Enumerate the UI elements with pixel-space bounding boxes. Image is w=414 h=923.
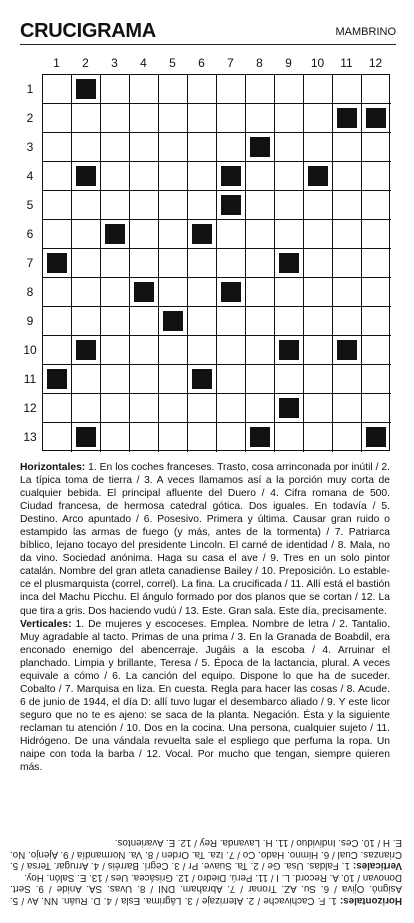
white-cell[interactable] xyxy=(159,133,188,162)
black-square xyxy=(250,137,270,157)
white-cell[interactable] xyxy=(333,307,362,336)
white-cell[interactable] xyxy=(188,336,217,365)
white-cell[interactable] xyxy=(275,162,304,191)
white-cell[interactable] xyxy=(101,394,130,423)
white-cell[interactable] xyxy=(246,307,275,336)
black-square xyxy=(279,398,299,418)
white-cell[interactable] xyxy=(101,365,130,394)
white-cell[interactable] xyxy=(130,75,159,104)
white-cell[interactable] xyxy=(130,249,159,278)
black-cell xyxy=(72,336,101,365)
white-cell[interactable] xyxy=(72,249,101,278)
white-cell[interactable] xyxy=(217,365,246,394)
white-cell[interactable] xyxy=(130,191,159,220)
white-cell[interactable] xyxy=(333,394,362,423)
white-cell[interactable] xyxy=(304,75,333,104)
black-cell xyxy=(43,249,72,278)
vertical-solutions-label: Verticales: xyxy=(352,860,402,872)
white-cell[interactable] xyxy=(333,75,362,104)
white-cell[interactable] xyxy=(188,307,217,336)
row-number: 6 xyxy=(26,226,34,241)
white-cell[interactable] xyxy=(188,104,217,133)
vertical-clues xyxy=(20,618,390,775)
white-cell[interactable] xyxy=(130,104,159,133)
row-number: 13 xyxy=(23,429,37,444)
white-cell[interactable] xyxy=(101,307,130,336)
white-cell[interactable] xyxy=(130,336,159,365)
black-cell xyxy=(217,191,246,220)
white-cell[interactable] xyxy=(72,133,101,162)
white-cell[interactable] xyxy=(159,162,188,191)
white-cell[interactable] xyxy=(159,249,188,278)
white-cell[interactable] xyxy=(246,75,275,104)
white-cell[interactable] xyxy=(130,133,159,162)
white-cell[interactable] xyxy=(188,423,217,452)
white-cell[interactable] xyxy=(159,423,188,452)
black-square xyxy=(192,224,212,244)
white-cell[interactable] xyxy=(304,336,333,365)
white-cell[interactable] xyxy=(217,220,246,249)
white-cell[interactable] xyxy=(275,423,304,452)
white-cell[interactable] xyxy=(130,365,159,394)
white-cell[interactable] xyxy=(43,104,72,133)
white-cell[interactable] xyxy=(275,307,304,336)
white-cell[interactable] xyxy=(362,365,391,394)
white-cell[interactable] xyxy=(188,162,217,191)
black-cell xyxy=(72,423,101,452)
white-cell[interactable] xyxy=(43,423,72,452)
white-cell[interactable] xyxy=(275,133,304,162)
black-cell xyxy=(333,104,362,133)
white-cell[interactable] xyxy=(333,133,362,162)
white-cell[interactable] xyxy=(43,394,72,423)
white-cell[interactable] xyxy=(188,133,217,162)
white-cell[interactable] xyxy=(362,249,391,278)
white-cell[interactable] xyxy=(72,104,101,133)
white-cell[interactable] xyxy=(101,336,130,365)
row-number: 5 xyxy=(26,197,34,212)
black-cell xyxy=(275,336,304,365)
black-square xyxy=(76,79,96,99)
black-cell xyxy=(362,104,391,133)
white-cell[interactable] xyxy=(101,75,130,104)
column-number: 7 xyxy=(227,56,234,70)
white-cell[interactable] xyxy=(101,423,130,452)
white-cell[interactable] xyxy=(304,191,333,220)
black-square xyxy=(366,108,386,128)
white-cell[interactable] xyxy=(304,307,333,336)
white-cell[interactable] xyxy=(304,220,333,249)
black-cell xyxy=(333,336,362,365)
white-cell[interactable] xyxy=(333,162,362,191)
white-cell[interactable] xyxy=(130,220,159,249)
white-cell[interactable] xyxy=(130,423,159,452)
white-cell[interactable] xyxy=(333,191,362,220)
white-cell[interactable] xyxy=(43,162,72,191)
black-square xyxy=(192,369,212,389)
white-cell[interactable] xyxy=(101,104,130,133)
black-cell xyxy=(246,423,275,452)
column-number: 8 xyxy=(256,56,263,70)
column-number: 9 xyxy=(285,56,292,70)
white-cell[interactable] xyxy=(43,75,72,104)
row-number: 9 xyxy=(26,313,34,328)
black-square xyxy=(163,311,183,331)
black-cell xyxy=(159,307,188,336)
column-number: 12 xyxy=(368,56,383,70)
white-cell[interactable] xyxy=(362,133,391,162)
white-cell[interactable] xyxy=(275,104,304,133)
black-square xyxy=(47,253,67,273)
row-number: 8 xyxy=(26,284,34,299)
white-cell[interactable] xyxy=(72,220,101,249)
white-cell[interactable] xyxy=(217,133,246,162)
white-cell[interactable] xyxy=(217,394,246,423)
white-cell[interactable] xyxy=(246,278,275,307)
black-cell xyxy=(217,162,246,191)
column-number: 4 xyxy=(140,56,147,70)
column-number: 6 xyxy=(198,56,205,70)
crossword-author: MAMBRINO xyxy=(335,26,396,38)
column-number: 5 xyxy=(169,56,176,70)
white-cell[interactable] xyxy=(362,336,391,365)
black-square xyxy=(221,195,241,215)
crossword-header xyxy=(20,20,396,45)
black-cell xyxy=(43,365,72,394)
white-cell[interactable] xyxy=(246,104,275,133)
black-cell xyxy=(275,249,304,278)
column-number: 1 xyxy=(53,56,60,70)
white-cell[interactable] xyxy=(246,220,275,249)
white-cell[interactable] xyxy=(362,191,391,220)
white-cell[interactable] xyxy=(43,133,72,162)
white-cell[interactable] xyxy=(43,191,72,220)
white-cell[interactable] xyxy=(362,75,391,104)
column-number: 10 xyxy=(310,56,325,70)
white-cell[interactable] xyxy=(246,336,275,365)
black-square xyxy=(76,427,96,447)
black-square xyxy=(279,340,299,360)
crossword-grid xyxy=(42,74,390,451)
white-cell[interactable] xyxy=(159,336,188,365)
black-square xyxy=(134,282,154,302)
row-number: 7 xyxy=(26,255,34,270)
white-cell[interactable] xyxy=(304,249,333,278)
white-cell[interactable] xyxy=(159,75,188,104)
white-cell[interactable] xyxy=(217,75,246,104)
white-cell[interactable] xyxy=(217,249,246,278)
vertical-clues-label: Verticales: xyxy=(20,618,72,630)
white-cell[interactable] xyxy=(159,104,188,133)
white-cell[interactable] xyxy=(101,249,130,278)
white-cell[interactable] xyxy=(72,365,101,394)
white-cell[interactable] xyxy=(159,191,188,220)
black-square xyxy=(308,166,328,186)
black-cell xyxy=(275,394,304,423)
white-cell[interactable] xyxy=(333,220,362,249)
white-cell[interactable] xyxy=(275,278,304,307)
horizontal-solutions xyxy=(10,871,402,906)
white-cell[interactable] xyxy=(217,336,246,365)
white-cell[interactable] xyxy=(275,191,304,220)
horizontal-clues-label: Horizontales: xyxy=(20,462,86,473)
vertical-clues-text: 1. De mujeres y escoceses. Emplea. Nombre de letra / 2. Tantalio. Muy agradable al tacto. Primas de una prima / 3. En la Granada de Boabdil, era enconado enemigo del abencerraje. Jugáis a la escoba / 4. Arruinar el planchado. Limpia y brillante, Teresa / 5. Época de la lactancia, plural. A veces equivale a cómo / 6. La canción del equipo. Dispone lo que ha de suceder. Cobalto / 7. Marquisa en liza. En cuesta. Regla para hacer las cosas / 8. Acude. 6 de junio de 1944, el día D: allí tuvo lugar el desembarco aliado / 9. Y este licor seguro que no te es ajeno: se saca de la planta. Negación. Ésta y la siguiente reclaman tu atención / 10. Dos en la cocina. Una persona, cualquier sujeto / 11. Hidrógeno. De una vándala revuelta sale el espliego que perfuma la ropa. Un naipe con toda la barba / 12. Vocal. Por mucho que tengan, siempre quieren más. xyxy=(20,618,390,774)
clues-section xyxy=(20,461,390,774)
white-cell[interactable] xyxy=(43,278,72,307)
black-cell xyxy=(304,162,333,191)
white-cell[interactable] xyxy=(159,220,188,249)
row-number: 2 xyxy=(26,110,34,125)
column-numbers xyxy=(42,56,390,70)
black-square xyxy=(76,166,96,186)
white-cell[interactable] xyxy=(246,249,275,278)
white-cell[interactable] xyxy=(362,307,391,336)
black-cell xyxy=(101,220,130,249)
black-square xyxy=(279,253,299,273)
white-cell[interactable] xyxy=(130,394,159,423)
white-cell[interactable] xyxy=(159,394,188,423)
white-cell[interactable] xyxy=(304,133,333,162)
white-cell[interactable] xyxy=(188,191,217,220)
horizontal-clues-text: 1. En los coches franceses. Trasto, cosa arrinconada por inútil / 2. La típica toma de tierra / 3. A veces llamamos así a la porción muy corta de cualquier bebida. El principal afluente del Duero / 4. Cifra romana de 500. Ciudad francesa, de hermosa catedral gótica. Dos iguales. En todavía / 5. Destino. Arco apuntado / 6. Posesivo. Primera y última. Causar gran ruido o estampido las armas de fuego (y más, antes de la tormenta) / 7. Patriarca bíblico, lejano tocayo del presidente Lincoln. El carné de identidad / 8. Mala, no da vino. Sociedad anónima. Haga su casa el ave / 9. Tres en un solo pintor catalán. Nombre del gran atleta canadiense Bailey / 10. Preposición. Lo estable-ce el plusmarquista (correl, correl). La fina. La crucificada / 11. Allí está el bastión inca del Machu Picchu. El ángulo formado por dos planos que se cortan / 12. La que tira a gris. Dos haciendo vudú / 13. Este. Gran sala. Este día, precisamente. xyxy=(20,462,390,617)
white-cell[interactable] xyxy=(246,162,275,191)
row-number: 4 xyxy=(26,168,34,183)
row-number: 10 xyxy=(23,342,37,357)
black-cell xyxy=(130,278,159,307)
white-cell[interactable] xyxy=(72,191,101,220)
white-cell[interactable] xyxy=(362,394,391,423)
white-cell[interactable] xyxy=(188,249,217,278)
white-cell[interactable] xyxy=(43,336,72,365)
white-cell[interactable] xyxy=(333,423,362,452)
white-cell[interactable] xyxy=(130,307,159,336)
black-cell xyxy=(362,423,391,452)
white-cell[interactable] xyxy=(275,75,304,104)
black-square xyxy=(337,108,357,128)
black-cell xyxy=(217,278,246,307)
black-cell xyxy=(246,133,275,162)
black-cell xyxy=(72,162,101,191)
white-cell[interactable] xyxy=(217,307,246,336)
white-cell[interactable] xyxy=(362,162,391,191)
white-cell[interactable] xyxy=(333,365,362,394)
horizontal-solutions-label: Horizontales: xyxy=(339,895,402,906)
white-cell[interactable] xyxy=(101,278,130,307)
black-square xyxy=(221,282,241,302)
white-cell[interactable] xyxy=(43,220,72,249)
white-cell[interactable] xyxy=(72,307,101,336)
crossword-title: CRUCIGRAMA xyxy=(20,20,156,42)
white-cell[interactable] xyxy=(304,104,333,133)
black-square xyxy=(250,427,270,447)
white-cell[interactable] xyxy=(333,278,362,307)
white-cell[interactable] xyxy=(101,162,130,191)
white-cell[interactable] xyxy=(101,133,130,162)
white-cell[interactable] xyxy=(246,394,275,423)
column-number: 11 xyxy=(340,56,353,70)
white-cell[interactable] xyxy=(188,75,217,104)
row-number: 11 xyxy=(23,371,37,386)
white-cell[interactable] xyxy=(130,162,159,191)
solutions-upside-down xyxy=(10,788,402,906)
black-square xyxy=(47,369,67,389)
white-cell[interactable] xyxy=(188,278,217,307)
white-cell[interactable] xyxy=(159,278,188,307)
black-square xyxy=(76,340,96,360)
black-cell xyxy=(188,365,217,394)
vertical-solutions-text: 1. Faldas. Usa. Ge / 2. Ta. Suave. Pr / 3. Cegrí. Barréis / 4. Arrugar. Tersa / 5. Crianzas. Cual / 6. Himno. Hado. Co / 7. Iza. Ta. Orden / 8. Va. Normandía / 9. Ajenjo. No. E. H / 10. Ces. Individuo / 11. H. Lavanda. Rey / 12. E. Avarientos. xyxy=(10,837,402,872)
white-cell[interactable] xyxy=(362,220,391,249)
white-cell[interactable] xyxy=(304,394,333,423)
horizontal-solutions-text: 1. F. Cachivache / 2. Aterrizaje / 3. Lágrima. Esla / 4. D. Ruán. NN. Av / 5. Asignó. Ojiva / 6. Su. AZ. Tronar / 7. Abraham. DNI / 8. Uvas. SA. Anide / 9. Sert. Donovan / 10. A. Record. L. I / 11. Perú. Diedro / 12. Grisácea. Ues / 13. E. Salón. Hoy. xyxy=(10,871,402,906)
column-number: 2 xyxy=(82,56,89,70)
black-square xyxy=(105,224,125,244)
white-cell[interactable] xyxy=(72,278,101,307)
white-cell[interactable] xyxy=(217,104,246,133)
black-square xyxy=(221,166,241,186)
row-number: 12 xyxy=(23,400,37,415)
white-cell[interactable] xyxy=(246,191,275,220)
white-cell[interactable] xyxy=(159,365,188,394)
black-square xyxy=(337,340,357,360)
white-cell[interactable] xyxy=(304,423,333,452)
black-square xyxy=(366,427,386,447)
vertical-solutions xyxy=(10,836,402,871)
white-cell[interactable] xyxy=(246,365,275,394)
black-cell xyxy=(188,220,217,249)
horizontal-clues xyxy=(20,461,390,618)
white-cell[interactable] xyxy=(43,307,72,336)
white-cell[interactable] xyxy=(333,249,362,278)
white-cell[interactable] xyxy=(72,394,101,423)
white-cell[interactable] xyxy=(304,278,333,307)
white-cell[interactable] xyxy=(217,423,246,452)
column-number: 3 xyxy=(111,56,118,70)
white-cell[interactable] xyxy=(304,365,333,394)
white-cell[interactable] xyxy=(275,365,304,394)
white-cell[interactable] xyxy=(101,191,130,220)
row-number: 3 xyxy=(26,139,34,154)
white-cell[interactable] xyxy=(275,220,304,249)
row-number: 1 xyxy=(26,81,34,96)
white-cell[interactable] xyxy=(188,394,217,423)
black-cell xyxy=(72,75,101,104)
white-cell[interactable] xyxy=(362,278,391,307)
